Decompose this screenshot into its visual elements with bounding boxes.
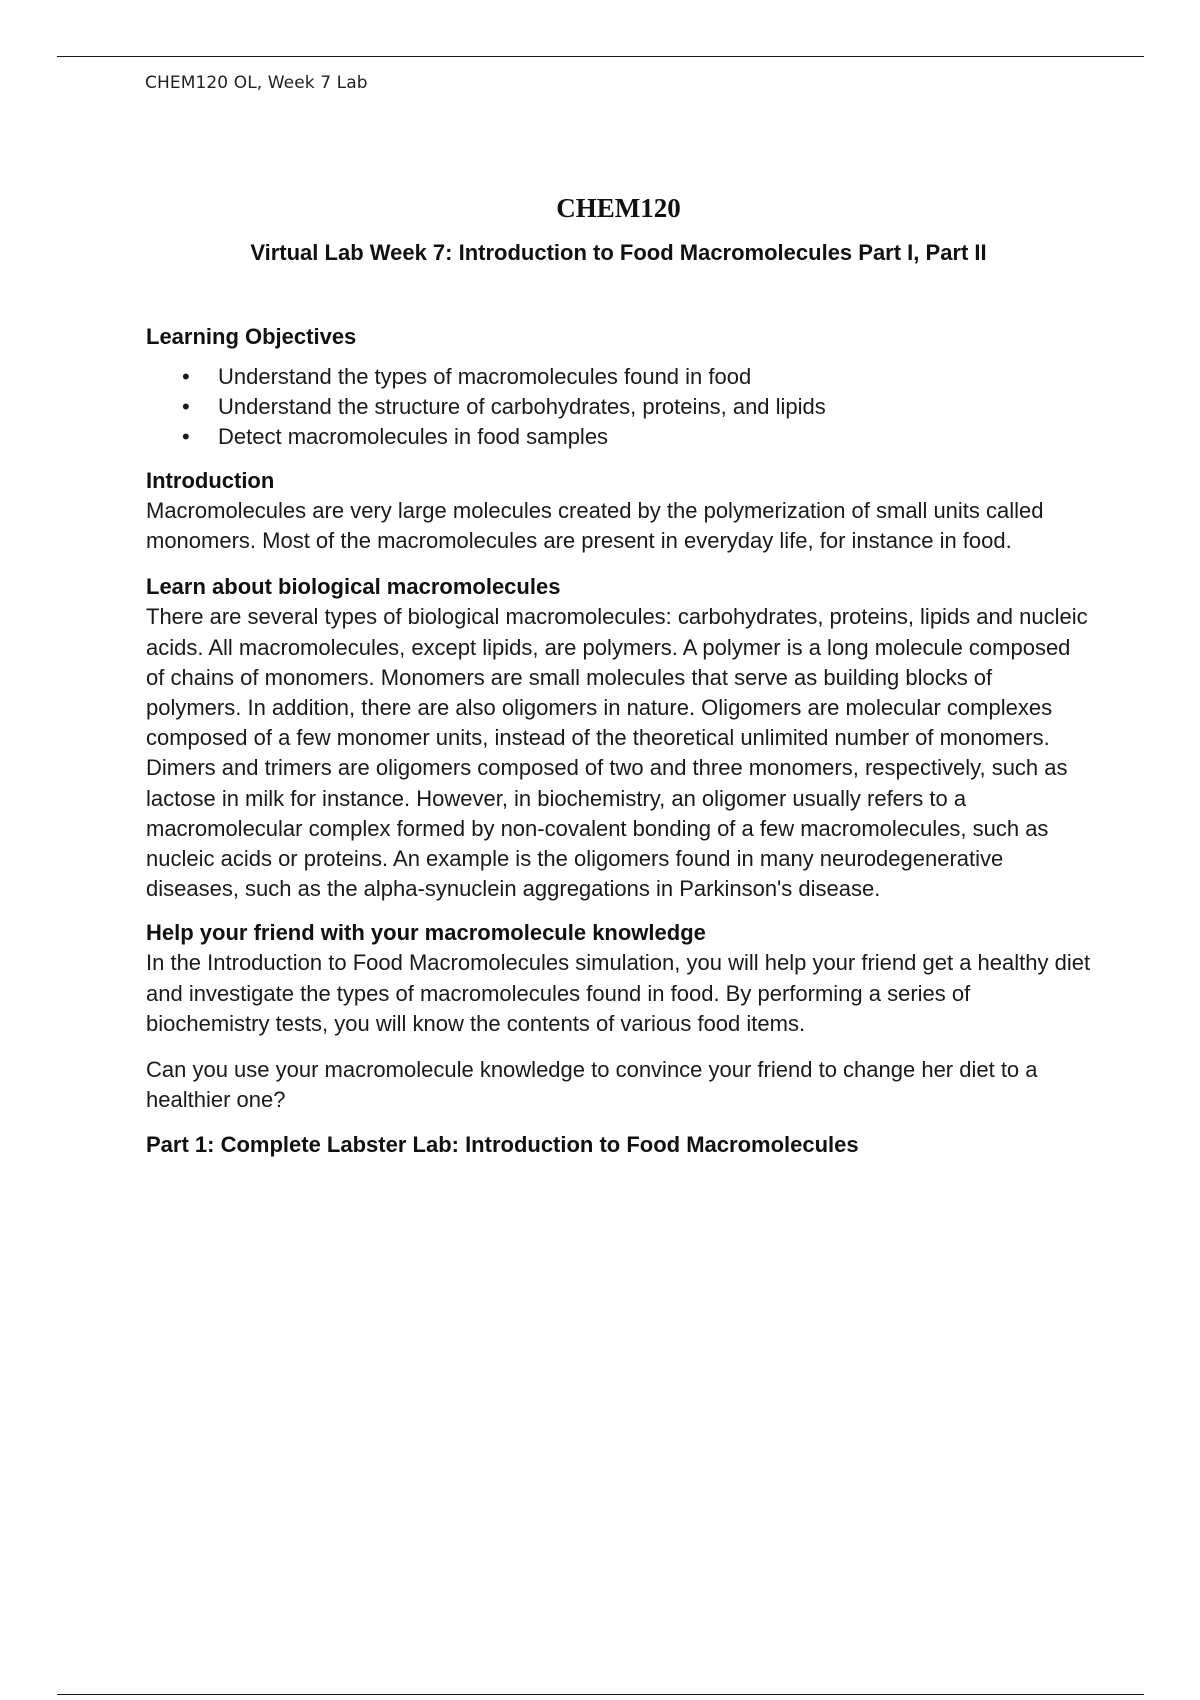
lab-title: Virtual Lab Week 7: Introduction to Food Macromolecules Part I, Part II: [250, 240, 987, 265]
introduction-heading: Introduction: [146, 468, 275, 493]
part1-heading: Part 1: Complete Labster Lab: Introduction to Food Macromolecules: [146, 1132, 859, 1158]
learn-heading: Learn about biological macromolecules: [146, 574, 561, 600]
bullet-icon: •: [182, 364, 190, 389]
list-item: [146, 422, 1091, 452]
course-title: CHEM120: [556, 193, 681, 223]
header-rule: [57, 56, 1144, 57]
list-item: [146, 362, 1091, 392]
help-heading: Help your friend with your macromolecule knowledge: [146, 920, 706, 946]
list-item: [146, 392, 1091, 422]
objectives-heading: Learning Objectives: [146, 324, 357, 349]
help-question: Can you use your macromolecule knowledge to convince your friend to change her diet to a healthier one?: [146, 1057, 1038, 1113]
objective-text: Detect macromolecules in food samples: [218, 424, 609, 449]
bullet-icon: •: [182, 394, 190, 419]
help-paragraph: In the Introduction to Food Macromolecules simulation, you will help your friend get a healthy diet and investigate the types of macromolecules found in food. By performing a series of biochemistry tests, you will know the contents of various food items.: [146, 950, 1091, 1036]
objective-text: Understand the types of macromolecules found in food: [218, 364, 752, 389]
bullet-icon: •: [182, 424, 190, 449]
introduction-paragraph: Macromolecules are very large molecules created by the polymerization of small units called monomers. Most of the macromolecules are present in everyday life, for instance in food.: [146, 498, 1044, 554]
footer-rule: [57, 1694, 1144, 1695]
running-header: CHEM120 OL, Week 7 Lab: [145, 73, 368, 93]
objective-text: Understand the structure of carbohydrates, proteins, and lipids: [218, 394, 826, 419]
learn-paragraph: There are several types of biological macromolecules: carbohydrates, proteins, lipids and nucleic acids. All macromolecules, except lipids, are polymers. A polymer is a long molecule composed of chains of monomers. Monomers are small molecules that serve as building blocks of polymers. In addition, there are also oligomers in nature. Oligomers are molecular complexes composed of a few monomer units, instead of the theoretical unlimited number of monomers. Dimers and trimers are oligomers composed of two and three monomers, respectively, such as lactose in milk for instance. However, in biochemistry, an oligomer usually refers to a macromolecular complex formed by non-covalent bonding of a few macromolecules, such as nucleic acids or proteins. An example is the oligomers found in many neurodegenerative diseases, such as the alpha-synuclein aggregations in Parkinson's disease.: [146, 604, 1088, 902]
objectives-list: [146, 362, 1091, 452]
document-body: [146, 190, 1091, 1160]
